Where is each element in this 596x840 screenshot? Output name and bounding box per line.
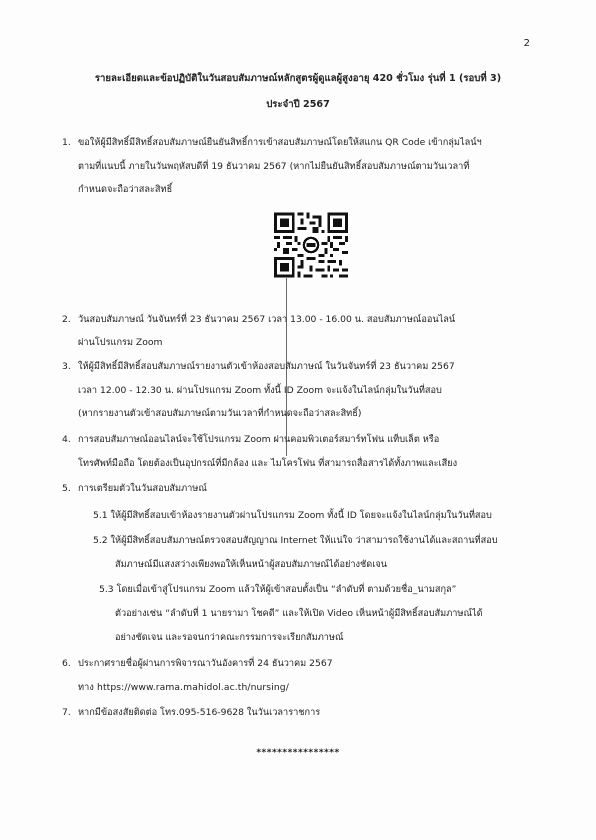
item-1-number: 1. — [62, 137, 71, 148]
item-6-line-1: ประกาศรายชื่อผู้ผ่านการพิจารณาวันอังคารที่ 24 ธันวาคม 2567 — [78, 658, 333, 669]
item-6-number: 6. — [62, 658, 71, 669]
item-3-number: 3. — [62, 361, 71, 372]
subitem-5-3-line-3: อย่างชัดเจน และรอจนกว่าคณะกรรมการจะเรียกสัมภาษณ์ — [115, 632, 344, 643]
item-1-line-2: ตามที่แนบนี้ ภายในวันพฤหัสบดีที่ 19 ธันวาคม 2567 (หากไม่ยืนยันสิทธิ์สอบสัมภาษณ์ตามวันเวลาที่ — [78, 161, 470, 172]
item-3-line-3: (หากรายงานตัวเข้าสอบสัมภาษณ์ตามวันเวลาที่กำหนดจะถือว่าสละสิทธิ์) — [78, 408, 362, 419]
page-number: 2 — [523, 38, 530, 49]
qr-code-image[interactable] — [274, 212, 348, 278]
item-6-url-line[interactable]: ทาง https://www.rama.mahidol.ac.th/nursing/ — [78, 682, 289, 693]
item-5-line-1: การเตรียมตัวในวันสอบสัมภาษณ์ — [78, 483, 207, 494]
item-2-line-1: วันสอบสัมภาษณ์ วันจันทร์ที่ 23 ธันวาคม 2567 เวลา 13.00 - 16.00 น. สอบสัมภาษณ์ออนไลน์ — [78, 314, 456, 325]
item-4-number: 4. — [62, 434, 71, 445]
item-1-line-1: ขอให้ผู้มีสิทธิ์มีสิทธิ์สอบสัมภาษณ์ยืนยันสิทธิ์การเข้าสอบสัมภาษณ์โดยให้สแกน QR Code เข้ากลุ่มไลน์ฯ — [78, 137, 482, 148]
item-2-number: 2. — [62, 314, 71, 325]
end-of-document-mark: **************** — [256, 748, 340, 758]
item-7-number: 7. — [62, 707, 71, 718]
item-4-line-2: โทรศัพท์มือถือ โดยต้องเป็นอุปกรณ์ที่มีกล้อง และ ไมโครโฟน ที่สามารถสื่อสารได้ทั้งภาพและเสียง — [78, 458, 458, 469]
document-title-line-2: ประจำปี 2567 — [266, 99, 330, 110]
subitem-5-2-line-2: สัมภาษณ์มีแสงสว่างเพียงพอให้เห็นหน้าผู้สอบสัมภาษณ์ได้อย่างชัดเจน — [115, 559, 388, 570]
document-title-line-1: รายละเอียดและข้อปฏิบัติในวันสอบสัมภาษณ์หลักสูตรผู้ดูแลผู้สูงอายุ 420 ชั่วโมง รุ่นที่ 1 (รอบที่ 3) — [94, 73, 502, 84]
item-1-line-3: กำหนดจะถือว่าสละสิทธิ์ — [78, 184, 173, 195]
item-2-line-2: ผ่านโปรแกรม Zoom — [78, 337, 163, 348]
subitem-5-1-line-1: 5.1 ให้ผู้มีสิทธิ์สอบเข้าห้องรายงานตัวผ่านโปรแกรม Zoom ทั้งนี้ ID โดยจะแจ้งในไลน์กลุ่มในวันที่สอบ — [93, 510, 492, 521]
item-4-line-1: การสอบสัมภาษณ์ออนไลน์จะใช้โปรแกรม Zoom ผ่านคอมพิวเตอร์สมาร์ทโฟน แท็บเล็ต หรือ — [78, 434, 440, 445]
item-5-number: 5. — [62, 483, 71, 494]
subitem-5-3-line-2: ตัวอย่างเช่น “ลำดับที่ 1 นายรามา โชคดี” และให้เปิด Video เห็นหน้าผู้มีสิทธิ์สอบสัมภาษณ์ได้ — [115, 608, 483, 619]
item-7-line-1: หากมีข้อสงสัยติดต่อ โทร.095-516-9628 ในวันเวลาราชการ — [78, 707, 321, 718]
subitem-5-3-line-1: 5.3 โดยเมื่อเข้าสู่โปรแกรม Zoom แล้วให้ผู้เข้าสอบตั้งเป็น “ลำดับที่ ตามด้วยชื่อ_นามสกุล” — [99, 584, 457, 595]
subitem-5-2-line-1: 5.2 ให้ผู้มีสิทธิ์สอบสัมภาษณ์ตรวจสอบสัญญาณ Internet ให้แน่ใจ ว่าสามารถใช้งานได้และสถานที่สอบ — [93, 535, 498, 546]
item-3-line-2: เวลา 12.00 - 12.30 น. ผ่านโปรแกรม Zoom ทั้งนี้ ID Zoom จะแจ้งในไลน์กลุ่มในวันที่สอบ — [78, 385, 442, 396]
item-3-line-1: ให้ผู้มีสิทธิ์มีสิทธิ์สอบสัมภาษณ์รายงานตัวเข้าห้องสอบสัมภาษณ์ ในวันจันทร์ที่ 23 ธันวาคม 2567 — [78, 361, 455, 372]
